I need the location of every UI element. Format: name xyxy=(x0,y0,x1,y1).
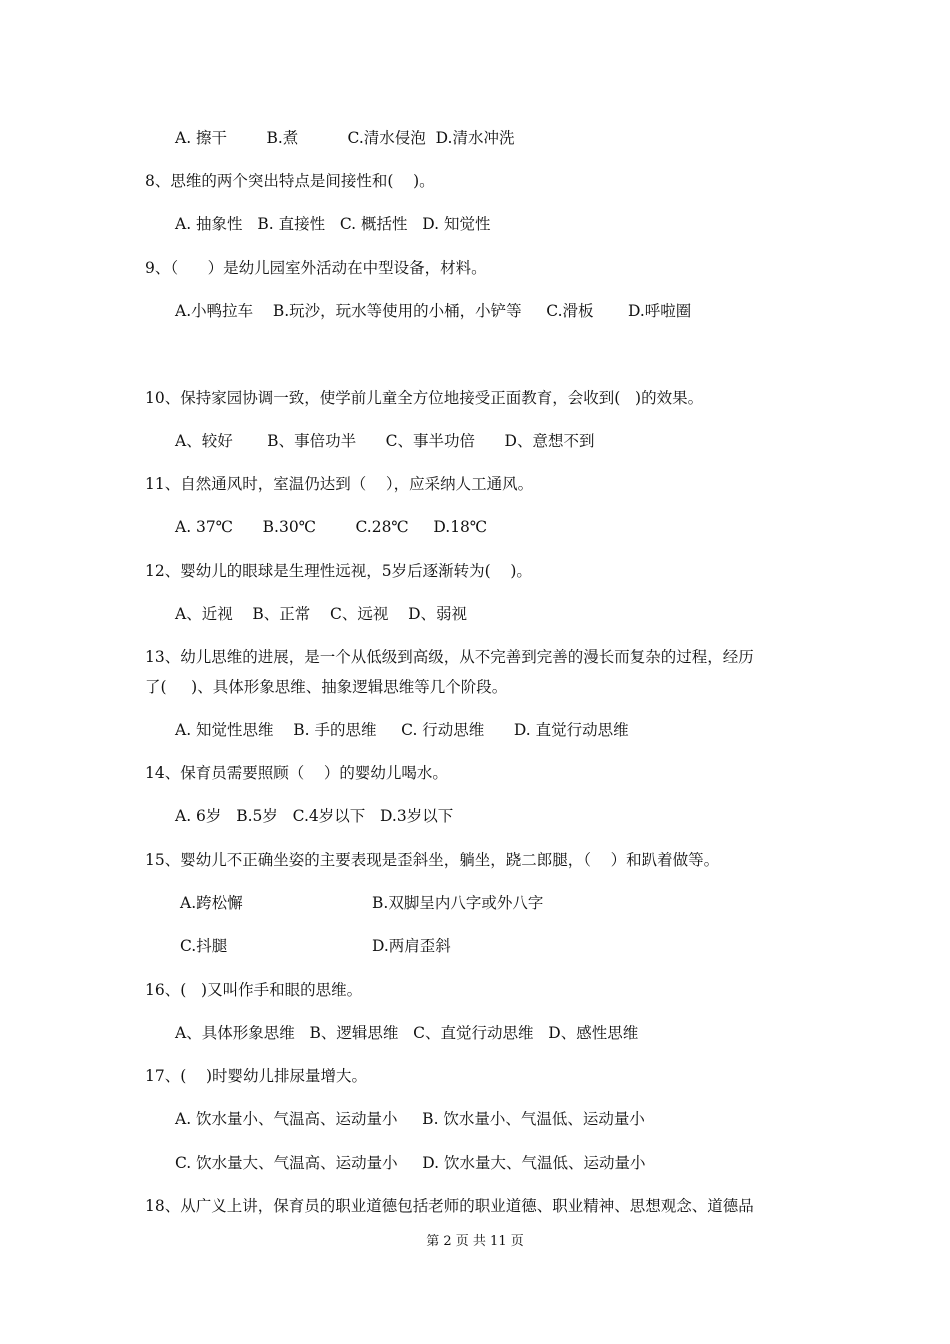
q7-options: A. 擦干 B.煮 C.清水侵泡 D.清水冲洗 xyxy=(175,129,515,147)
question-13-line-2: 了( )、具体形象思维、抽象逻辑思维等几个阶段。 xyxy=(145,678,508,696)
q14-options: A. 6岁 B.5岁 C.4岁以下 D.3岁以下 xyxy=(175,807,454,825)
question-14: 14、保育员需要照顾（ ）的婴幼儿喝水。 xyxy=(145,764,448,782)
q17-options-ab: A. 饮水量小、气温高、运动量小 B. 饮水量小、气温低、运动量小 xyxy=(175,1110,645,1128)
q10-options: A、较好 B、事倍功半 C、事半功倍 D、意想不到 xyxy=(175,432,595,450)
q13-options: A. 知觉性思维 B. 手的思维 C. 行动思维 D. 直觉行动思维 xyxy=(175,721,629,739)
question-17: 17、( )时婴幼儿排尿量增大。 xyxy=(145,1067,368,1085)
question-10: 10、保持家园协调一致，使学前儿童全方位地接受正面教育，会收到( )的效果。 xyxy=(145,389,704,407)
question-11: 11、自然通风时，室温仍达到（ ），应采纳人工通风。 xyxy=(145,475,534,493)
question-12: 12、婴幼儿的眼球是生理性远视，5岁后逐渐转为( )。 xyxy=(145,562,532,580)
q9-options: A.小鸭拉车 B.玩沙，玩水等使用的小桶，小铲等 C.滑板 D.呼啦圈 xyxy=(175,302,692,320)
page-footer: 第 2 页 共 11 页 xyxy=(426,1234,524,1249)
question-8: 8、思维的两个突出特点是间接性和( )。 xyxy=(145,172,435,190)
q15-option-a: A.跨松懈 xyxy=(180,894,243,912)
q17-options-cd: C. 饮水量大、气温高、运动量小 D. 饮水量大、气温低、运动量小 xyxy=(175,1154,646,1172)
q11-options: A. 37℃ B.30℃ C.28℃ D.18℃ xyxy=(175,518,488,536)
q15-option-b: B.双脚呈内八字或外八字 xyxy=(372,894,544,912)
question-13-line-1: 13、幼儿思维的进展，是一个从低级到高级，从不完善到完善的漫长而复杂的过程，经历 xyxy=(145,648,754,666)
q15-option-c: C.抖腿 xyxy=(180,937,228,955)
question-18: 18、从广义上讲，保育员的职业道德包括老师的职业道德、职业精神、思想观念、道德品 xyxy=(145,1197,754,1215)
question-16: 16、( )又叫作手和眼的思维。 xyxy=(145,981,363,999)
question-9: 9、（ ）是幼儿园室外活动在中型设备，材料。 xyxy=(145,259,487,277)
q8-options: A. 抽象性 B. 直接性 C. 概括性 D. 知觉性 xyxy=(175,215,491,233)
q12-options: A、近视 B、正常 C、远视 D、弱视 xyxy=(175,605,467,623)
q15-option-d: D.两肩歪斜 xyxy=(372,937,451,955)
question-15: 15、婴幼儿不正确坐姿的主要表现是歪斜坐，躺坐，跷二郎腿，（ ）和趴着做等。 xyxy=(145,851,720,869)
q16-options: A、具体形象思维 B、逻辑思维 C、直觉行动思维 D、感性思维 xyxy=(175,1024,639,1042)
